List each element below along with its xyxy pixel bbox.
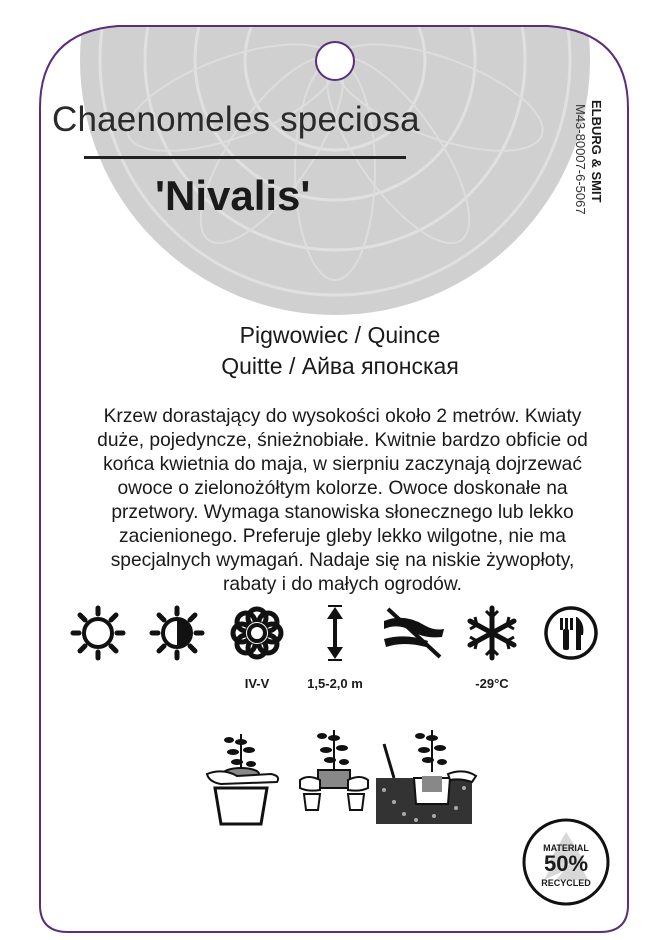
description-line: Krzew dorastający do wysokości około 2 metrów. Kwiaty: [103, 406, 582, 427]
plant-in-soil-icon: [376, 730, 476, 824]
edible-icon: [546, 608, 596, 658]
brand-name: ELBURG & SMIT: [589, 100, 604, 203]
common-name-2: Quitte / Айва японская: [221, 353, 459, 379]
description-line: specjalnych wymagań. Nadaje się na niskie żywopłoty,: [110, 550, 575, 571]
description-line: owoce o zielonożółtym kolorze. Owoce doskonałe na: [117, 478, 568, 499]
hang-hole: [316, 42, 354, 80]
description-line: rabaty i do małych ogrodów.: [223, 574, 462, 595]
description-line: końca kwietnia do maja, w sierpniu zaczynają dojrzewać: [103, 454, 582, 475]
badge-top-text: MATERIAL: [543, 843, 589, 853]
description: [60, 405, 625, 597]
description-line: przetwory. Wymaga stanowiska słonecznego lub lekko: [111, 502, 574, 523]
cultivar-name: 'Nivalis': [155, 172, 311, 219]
height-label: 1,5-2,0 m: [307, 676, 363, 691]
full-sun-icon: [73, 608, 123, 658]
title-divider: [84, 156, 406, 159]
badge-bottom-text: RECYCLED: [541, 878, 591, 888]
description-line: zacienionego. Preferuje gleby lekko wilgotne, nie ma: [119, 526, 566, 547]
flower-icon: [233, 609, 281, 657]
frost-hardy-icon: [470, 608, 514, 658]
bloom-period-label: IV-V: [244, 676, 270, 691]
badge-percent: 50%: [543, 851, 589, 876]
partial-shade-icon: [152, 608, 202, 658]
latin-name: Chaenomeles speciosa: [52, 100, 420, 139]
loosen-roots-icon: [300, 730, 368, 810]
height-arrow-icon: [327, 606, 343, 660]
product-code: M43-80007-6-5067: [573, 104, 588, 215]
hardiness-label: -29°C: [475, 676, 509, 691]
description-line: duże, pojedyncze, śnieżnobiałe. Kwitnie bardzo obficie od: [97, 430, 588, 451]
no-pruning-icon: [384, 609, 444, 657]
remove-pot-icon: [207, 734, 278, 824]
common-name-1: Pigwowiec / Quince: [239, 322, 441, 348]
